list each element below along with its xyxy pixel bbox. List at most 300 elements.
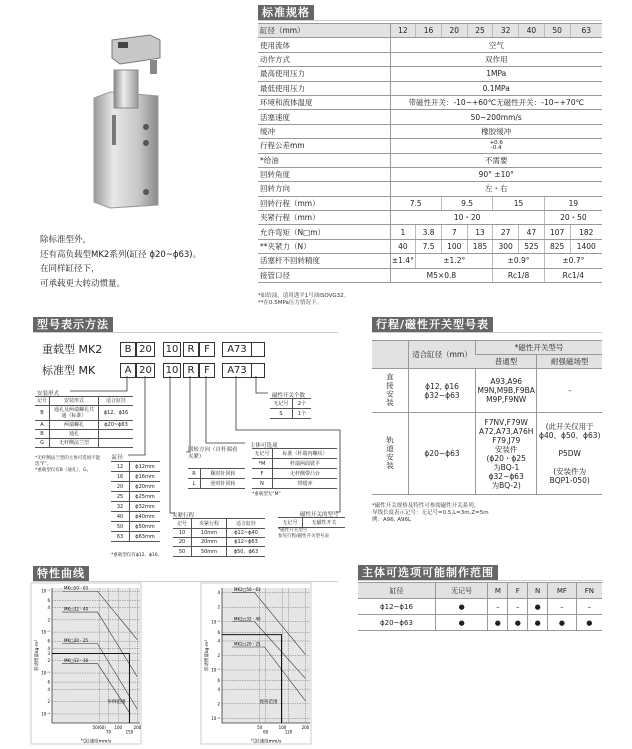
model-note: *重载型无“M” xyxy=(252,492,281,497)
leader-mount xyxy=(70,376,127,391)
y-tick-label: 2 xyxy=(47,699,50,705)
option-row xyxy=(358,615,602,631)
table-cell: ϕ12mm xyxy=(130,462,161,472)
model-code-box: 10 xyxy=(163,342,181,357)
direction-label: 回转方向（自杆端看夹紧） xyxy=(188,447,238,460)
spec-notes xyxy=(258,293,349,307)
spec-value: ±0.7° xyxy=(544,254,602,268)
x-tick-label: 200 xyxy=(133,725,142,730)
table-cell: 1个 xyxy=(293,409,312,419)
table-row xyxy=(111,492,160,502)
table-row xyxy=(35,421,133,430)
y-tick-label: 2 xyxy=(47,617,50,623)
table-row xyxy=(111,482,160,492)
spec-note: *如给油，请用透平1号油ISOVG32。 xyxy=(258,293,350,299)
bore-header: 32 xyxy=(493,24,519,38)
spec-value: 1 xyxy=(390,225,416,239)
x-tick-label: 100 xyxy=(278,725,287,730)
bore-header: 50 xyxy=(544,24,570,38)
option-bore: ϕ12~ϕ16 xyxy=(358,599,435,615)
spec-value: Rc1/8 xyxy=(493,268,544,282)
table-header: 适合缸径 xyxy=(227,519,266,529)
spec-label: 最高使用压力 xyxy=(258,67,390,81)
spec-label: 允许弯矩（N□m） xyxy=(258,225,390,239)
spec-label: 回转角度 xyxy=(258,167,390,181)
stroke-tolerance xyxy=(490,141,503,151)
table-row xyxy=(270,399,311,409)
spec-row xyxy=(258,268,602,282)
table-cell: 无记号 xyxy=(270,399,293,409)
spec-label: 回转方向 xyxy=(258,182,390,196)
table-cell: 50mm xyxy=(192,547,227,557)
stroke-table xyxy=(173,518,265,557)
model-note: *重载型仅有ϕ12、ϕ16。 xyxy=(111,553,163,558)
table-row xyxy=(278,518,345,528)
spec-value: 不需要 xyxy=(390,153,602,167)
y-tick-label: 4 xyxy=(217,638,220,644)
table-cell: 逆时针回转 xyxy=(201,479,246,489)
spec-row xyxy=(258,67,602,81)
x-tick-label: 70 xyxy=(105,729,112,735)
bore-header: 25 xyxy=(467,24,493,38)
spec-row xyxy=(258,167,602,181)
table-cell: 通孔 xyxy=(50,430,99,439)
table-header: 记号 xyxy=(35,397,50,406)
spec-row xyxy=(258,110,602,124)
y-tick-label: 6 xyxy=(47,638,50,644)
table-row xyxy=(111,532,160,542)
table-cell: N xyxy=(252,479,273,489)
spec-label: 夹紧行程（mm） xyxy=(258,211,390,225)
table-cell xyxy=(99,430,134,439)
table-row xyxy=(173,547,265,557)
section-title-options: 主体可选项可能制作范围 xyxy=(358,565,498,580)
table-cell: 标准（杆端内螺纹） xyxy=(273,449,338,459)
bore-header: 20 xyxy=(441,24,467,38)
table-row xyxy=(188,469,245,479)
table-cell: R xyxy=(188,469,201,479)
y-tick-label: 2 xyxy=(217,701,220,707)
spec-row xyxy=(258,153,602,167)
option-availability: ● xyxy=(435,615,487,631)
model-code-box: F xyxy=(199,363,215,378)
table-cell: *M xyxy=(252,459,273,469)
model-code-box: 20 xyxy=(136,363,155,378)
option-header: 缸径 xyxy=(358,583,435,599)
section-title-spec: 标准规格 xyxy=(258,5,314,20)
spec-value: 107 xyxy=(544,225,570,239)
model-code-box: A xyxy=(120,363,136,378)
mount-type: 轨道安装 xyxy=(385,435,395,470)
option-availability: ● xyxy=(576,615,602,631)
bore-header: 40 xyxy=(519,24,545,38)
table-cell: 无杆侧法兰型 xyxy=(50,439,99,448)
table-header: 安装形式 xyxy=(50,397,99,406)
switch-row xyxy=(372,413,602,495)
description-line: 在同样缸径下， xyxy=(40,264,100,274)
table-cell: 50 xyxy=(111,522,130,532)
y-tick-label: 4 xyxy=(217,590,220,596)
table-cell: 2个 xyxy=(293,399,312,409)
table-cell: 无记号 xyxy=(278,518,303,528)
x-tick-label: 100 xyxy=(114,725,123,730)
table-cell: 无磁性开关 xyxy=(303,518,346,528)
options-table xyxy=(252,448,337,489)
spec-row xyxy=(258,38,602,52)
table-cell: ϕ25mm xyxy=(130,492,161,502)
spec-value: 左・右 xyxy=(390,182,602,196)
spec-row xyxy=(258,225,602,239)
description-line: 除标准型外， xyxy=(40,235,92,245)
option-header: M xyxy=(488,583,508,599)
series-label: MK□32・40 xyxy=(64,606,89,612)
option-availability: – xyxy=(576,599,602,615)
spec-label: 接管口径 xyxy=(258,268,390,282)
spec-value: 9.5 xyxy=(441,196,492,210)
table-row xyxy=(252,459,337,469)
spec-label: 行程公差mm xyxy=(258,139,390,153)
option-header: F xyxy=(508,583,528,599)
y-tick-label: 6 xyxy=(217,678,220,684)
spec-row xyxy=(258,182,602,196)
bore-header: 16 xyxy=(416,24,442,38)
spec-value: 13 xyxy=(467,225,493,239)
table-cell: 两端螺孔 xyxy=(50,421,99,430)
table-header: 适合缸径 xyxy=(99,397,134,406)
table-cell: B xyxy=(35,430,50,439)
series-label: MK2□50・63 xyxy=(234,587,261,593)
spec-row xyxy=(258,81,602,95)
table-cell: F xyxy=(252,469,273,479)
spec-value: 40 xyxy=(390,239,416,253)
y-tick-label: 10⁻¹ xyxy=(41,588,50,594)
table-row xyxy=(111,462,160,472)
spec-value: ±1.4° xyxy=(390,254,416,268)
leader-direction xyxy=(186,376,190,452)
spec-value: 1400 xyxy=(570,239,602,253)
spec-label: *给油 xyxy=(258,153,390,167)
spec-value: 525 xyxy=(519,239,545,253)
model-code-box xyxy=(251,363,265,378)
table-cell: 20mm xyxy=(192,538,227,547)
tolerance-minus: -0.4 xyxy=(490,144,502,151)
model-code-box: R xyxy=(183,342,199,357)
tolerance-plus: +0.6 xyxy=(489,139,503,146)
table-cell: S xyxy=(270,409,293,419)
spec-row xyxy=(258,139,602,153)
spec-label: **夹紧力（N） xyxy=(258,239,390,253)
direction-table xyxy=(188,468,245,489)
spec-value: 橡胶缓冲 xyxy=(390,124,602,138)
y-tick-label: 10⁻³ xyxy=(41,670,50,676)
example-label: 使用范围 xyxy=(259,700,278,705)
spec-value: 19 xyxy=(544,196,602,210)
x-tick-label: 120 xyxy=(284,729,293,735)
table-cell: 63 xyxy=(111,532,130,542)
spec-label: 回转行程（mm） xyxy=(258,196,390,210)
option-availability: ● xyxy=(488,615,508,631)
spec-row xyxy=(258,124,602,138)
switch-row xyxy=(372,369,602,413)
spec-label: 缓冲 xyxy=(258,124,390,138)
spec-value: 20・50 xyxy=(544,211,602,225)
y-tick-label: 4 xyxy=(217,686,220,692)
spec-label: 使用流体 xyxy=(258,38,390,52)
x-tick-label: 60 xyxy=(263,729,269,735)
spec-note: **在0.5MPa压力情况下。 xyxy=(258,300,322,306)
table-cell: 25 xyxy=(111,492,130,502)
model-code-box: F xyxy=(199,342,215,357)
option-availability: ● xyxy=(528,615,548,631)
section-title-switch: 行程/磁性开关型号表 xyxy=(372,317,493,332)
chart-standard xyxy=(30,582,142,745)
spec-value: 3.8 xyxy=(416,225,442,239)
option-availability: ● xyxy=(548,615,577,631)
model-note: *重载型仅有B（通孔）、G。 xyxy=(35,468,92,473)
options-label: 主体可选项 xyxy=(250,443,278,449)
y-tick-label: 6 xyxy=(47,679,50,685)
option-header: 无记号 xyxy=(435,583,487,599)
option-header: FN xyxy=(576,583,602,599)
switch-note: 导线长度表示记号：无记号=0.5,L=3m,Z=5m xyxy=(372,510,489,516)
spec-value: 双作用 xyxy=(390,52,602,66)
mount-label: 安装形式 xyxy=(37,391,60,397)
spec-row xyxy=(258,211,602,225)
switch-note: 例：A96, A96L xyxy=(372,517,412,523)
y-tick-label: 10⁻² xyxy=(41,629,50,635)
switch_count-label: 磁性开关个数 xyxy=(272,393,306,399)
series-label: MK2□32・40 xyxy=(234,616,261,622)
spec-value: 空气 xyxy=(390,38,602,52)
normal-switch: A93,A96 M9N,M9B,F9BA M9P,F9NW xyxy=(476,369,537,413)
divider xyxy=(358,580,602,581)
model-code-box: 10 xyxy=(163,363,181,378)
header-mount-blank xyxy=(372,341,409,369)
table-cell: 带缓冲 xyxy=(273,479,338,489)
header-switch: *磁性开关型号 xyxy=(476,341,603,355)
table-cell xyxy=(99,439,134,448)
spec-value: 7.5 xyxy=(416,239,442,253)
table-cell: L xyxy=(188,479,201,489)
spec-label: 动作方式 xyxy=(258,52,390,66)
mount-type: 直接安装 xyxy=(385,372,395,407)
table-cell: 杆端两面铣平 xyxy=(273,459,338,469)
spec-table xyxy=(258,23,602,283)
table-row xyxy=(35,439,133,448)
model-code-box xyxy=(251,342,265,357)
spec-value xyxy=(390,139,602,153)
spec-label: 活塞杆不回转精度 xyxy=(258,254,390,268)
table-cell: 无杆侧带凸台 xyxy=(273,469,338,479)
leader-options xyxy=(206,376,245,443)
table-cell: 50 xyxy=(173,547,192,557)
series-label: MK2□20・25 xyxy=(234,641,261,647)
table-header: 记号 xyxy=(173,519,192,529)
model-code-box: B xyxy=(120,342,136,357)
y-tick-label: 4 xyxy=(47,645,50,651)
divider xyxy=(33,332,338,333)
spec-value: 90° ±10° xyxy=(390,167,602,181)
option-header-row xyxy=(358,583,602,599)
strong-switch: - xyxy=(537,369,602,413)
table-cell: A xyxy=(35,421,50,430)
product-description xyxy=(40,233,201,291)
table-row xyxy=(111,472,160,482)
table-cell: ϕ16mm xyxy=(130,472,161,482)
spec-row xyxy=(258,254,602,268)
y-tick-label: 10⁻⁴ xyxy=(41,711,50,717)
divider xyxy=(372,332,602,333)
example-label: 举例范围 xyxy=(107,700,126,705)
section-title-model: 型号表示方法 xyxy=(33,317,113,332)
table-cell: 10 xyxy=(173,529,192,538)
switch_type-label: 磁性开关的型号 xyxy=(300,512,339,518)
y-tick-label: 2 xyxy=(47,658,50,664)
y-tick-label: 6 xyxy=(47,597,50,603)
spec-value: 185 xyxy=(467,239,493,253)
y-tick-label: 2 xyxy=(217,604,220,610)
table-cell: ϕ12、ϕ16 xyxy=(99,406,134,421)
series-label: MK□12・16 xyxy=(64,658,89,664)
table-row xyxy=(188,479,245,489)
table-row xyxy=(111,522,160,532)
bore-header: 12 xyxy=(390,24,416,38)
leader-switch-count xyxy=(256,376,268,393)
model-code-box: A73 xyxy=(222,342,252,357)
table-cell: ϕ20~ϕ63 xyxy=(99,421,134,430)
table-cell: ϕ40mm xyxy=(130,512,161,522)
chart-heavy-duty xyxy=(200,582,312,745)
model-series-label: 重载型 MK2 xyxy=(42,343,103,356)
table-row xyxy=(252,449,337,459)
model-note: 参见行程/磁性开关型号表 xyxy=(278,534,330,539)
option-availability: – xyxy=(508,599,528,615)
y-axis-label: 转动惯量kg·m² xyxy=(35,639,40,672)
table-cell: 无记号 xyxy=(252,449,273,459)
bore-header: 63 xyxy=(570,24,602,38)
y-tick-label: 4 xyxy=(47,686,50,692)
description-line: 还有高负载型MK2系列(缸径 ϕ20~ϕ63)。 xyxy=(40,249,202,260)
table-cell: 40 xyxy=(111,512,130,522)
spec-label: 活塞速度 xyxy=(258,110,390,124)
option-bore: ϕ20~ϕ63 xyxy=(358,615,435,631)
switch-table xyxy=(372,340,602,495)
spec-label: 环境和流体温度 xyxy=(258,95,390,109)
table-header-row xyxy=(173,519,265,529)
spec-value: 47 xyxy=(519,225,545,239)
option-availability: ● xyxy=(508,615,528,631)
model-note: *磁性开关型号 xyxy=(278,528,308,533)
description-line: 可承载更大转动惯量。 xyxy=(40,278,126,289)
header-strong: 耐强磁场型 xyxy=(537,355,602,369)
bore-label: 缸径 xyxy=(112,455,124,461)
x-tick-label: 200 xyxy=(301,725,310,730)
table-row xyxy=(173,529,265,538)
switch-notes xyxy=(372,503,489,524)
table-cell: 10mm xyxy=(192,529,227,538)
spec-value: 10・20 xyxy=(390,211,544,225)
y-tick-label: 10⁻³ xyxy=(211,667,220,673)
spec-value: M5×0.8 xyxy=(390,268,493,282)
y-tick-label: 4 xyxy=(47,605,50,611)
mount-table xyxy=(35,396,133,448)
spec-label: 最低使用压力 xyxy=(258,81,390,95)
table-cell: G xyxy=(35,439,50,448)
option-availability: – xyxy=(548,599,577,615)
bore: ϕ12, ϕ16 ϕ32~ϕ63 xyxy=(409,369,476,413)
spec-value: 182 xyxy=(570,225,602,239)
spec-row xyxy=(258,196,602,210)
option-availability: ● xyxy=(435,599,487,615)
section-title-curves: 特性曲线 xyxy=(33,566,89,581)
table-row xyxy=(111,512,160,522)
option-header: N xyxy=(528,583,548,599)
bore: ϕ20~ϕ63 xyxy=(409,413,476,495)
x-axis-label: 气缸速度mm/s xyxy=(250,739,282,745)
swing-clamp-cylinder-photo xyxy=(90,30,180,215)
table-row xyxy=(35,406,133,421)
spec-value: 0.1MPa xyxy=(390,81,602,95)
table-cell: B xyxy=(35,406,50,421)
table-cell: 顺时针回转 xyxy=(201,469,246,479)
spec-row xyxy=(258,95,602,109)
table-cell: ϕ50、ϕ63 xyxy=(227,547,266,557)
model-note: *无杆侧法兰型的主体可选项不能选“F”。 xyxy=(35,456,101,467)
y-tick-label: 10⁻² xyxy=(211,619,220,625)
table-row xyxy=(35,430,133,439)
normal-switch: F7NV,F79W A72,A73,A76H F79,J79 安装件 (ϕ20・ϕ25 为BQ-1 ϕ32~ϕ63 为BQ-2) xyxy=(476,413,537,495)
spec-value: 15 xyxy=(493,196,544,210)
spec-value: 带磁性开关：-10~+60℃无磁性开关：-10~+70℃ xyxy=(390,95,602,109)
table-row xyxy=(173,538,265,547)
table-cell: ϕ32mm xyxy=(130,502,161,512)
bore-table xyxy=(111,461,160,542)
model-code-box: A73 xyxy=(222,363,252,378)
table-cell: ϕ12~ϕ40 xyxy=(227,529,266,538)
spec-value: 7.5 xyxy=(390,196,441,210)
option-availability: – xyxy=(488,599,508,615)
spec-value: 7 xyxy=(441,225,467,239)
series-label: MK□20・25 xyxy=(64,638,89,644)
stroke-label: 夹紧行程 xyxy=(172,513,195,519)
divider xyxy=(258,20,602,21)
spec-value: Rc1/4 xyxy=(544,268,602,282)
strong-switch: (此开关仅用于 ϕ40、ϕ50、ϕ63) P5DW (安装件为 BQP1-050) xyxy=(537,413,602,495)
leader-stroke xyxy=(170,376,175,513)
spec-row xyxy=(258,52,602,66)
model-series-label: 标准型 MK xyxy=(42,364,96,377)
header-normal: 普通型 xyxy=(476,355,537,369)
table-row xyxy=(111,502,160,512)
model-code-box: R xyxy=(183,363,199,378)
table-cell: ϕ20mm xyxy=(130,482,161,492)
y-tick-label: 2 xyxy=(217,653,220,658)
table-cell: 16 xyxy=(111,472,130,482)
spec-value: 27 xyxy=(493,225,519,239)
spec-value: 1MPa xyxy=(390,67,602,81)
y-tick-label: 6 xyxy=(217,629,220,635)
table-header: 夹紧行程 xyxy=(192,519,227,529)
table-row xyxy=(252,469,337,479)
header-bore: 适合缸径（mm） xyxy=(409,341,476,369)
table-cell: ϕ12~ϕ63 xyxy=(227,538,266,547)
table-cell: ϕ50mm xyxy=(130,522,161,532)
table-header-row xyxy=(35,397,133,406)
switch-note: *磁性开关规格及特性可参阅磁性开关系列。 xyxy=(372,503,480,509)
switch_count-table xyxy=(270,398,311,419)
spec-header-label: 缸径（mm） xyxy=(258,24,390,38)
spec-value: 300 xyxy=(493,239,519,253)
